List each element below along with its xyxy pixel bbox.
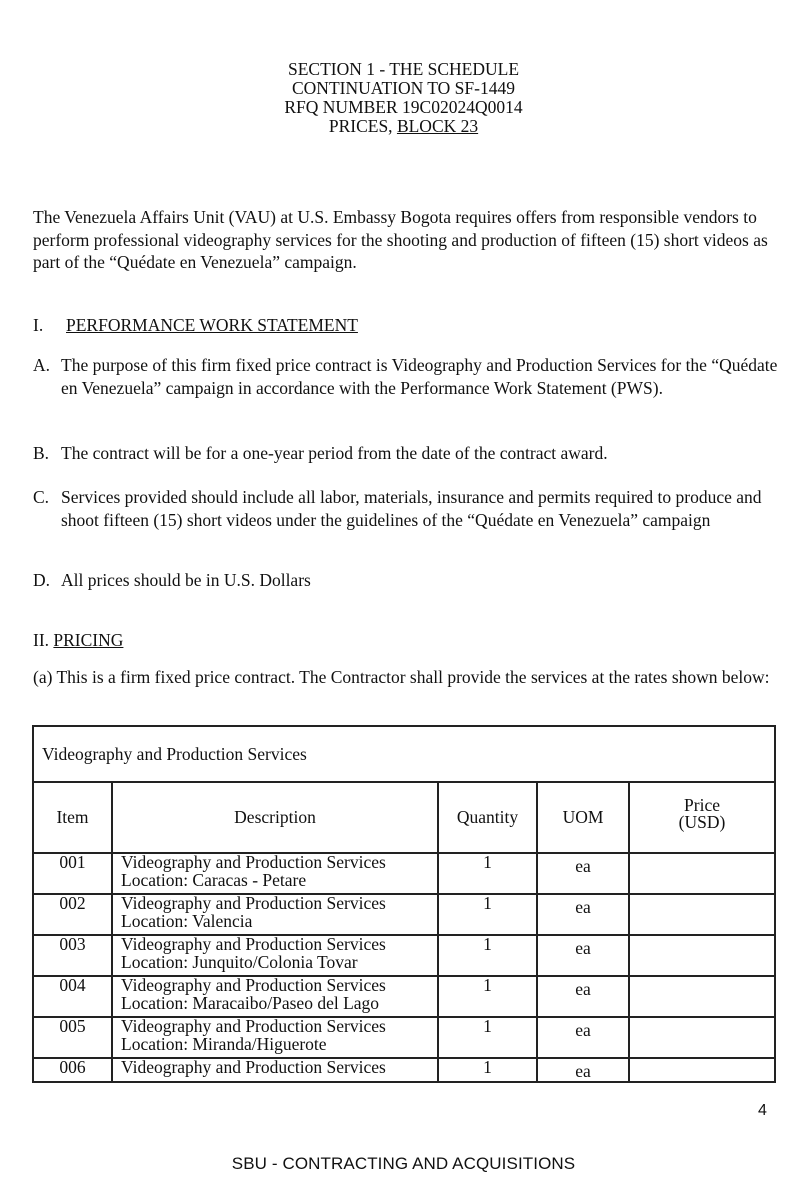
column-header-description: Description [112,782,438,853]
page-footer: SBU - CONTRACTING AND ACQUISITIONS [231,1154,576,1173]
header-prices-label: PRICES, [328,116,397,136]
pws-paragraph-d [33,569,778,592]
description-service: Videography and Production Services [121,934,386,954]
table-row [33,853,775,894]
item-quantity: 1 [438,1017,537,1058]
item-uom: ea [537,894,629,935]
paragraph-text: The contract will be for a one-year period from the date of the contract award. [61,443,608,463]
item-description [112,935,438,976]
item-price [629,976,775,1017]
item-price [629,1058,775,1082]
item-uom: ea [537,976,629,1017]
intro-paragraph: The Venezuela Affairs Unit (VAU) at U.S. Embassy Bogota requires offers from responsible vendors to perform professional videography services for the shooting and production of fifteen (15) short videos as part of the “Quédate en Venezuela” campaign. [33,207,768,272]
item-description [112,1058,438,1082]
pricing-intro-paragraph: (a) This is a firm fixed price contract. The Contractor shall provide the services at the rates shown below: [33,667,770,687]
price-header-line1: Price [684,795,720,815]
item-description [112,894,438,935]
paragraph-letter: C. [33,487,50,507]
item-price [629,853,775,894]
header-section-title: SECTION 1 - THE SCHEDULE [287,59,520,79]
table-row [33,976,775,1017]
item-price [629,1017,775,1058]
item-description [112,1017,438,1058]
item-uom: ea [537,1058,629,1082]
pws-paragraph-b [33,442,778,465]
item-quantity: 1 [438,935,537,976]
description-service: Videography and Production Services [121,852,386,872]
section-heading-pws [33,314,358,336]
column-header-price [629,782,775,853]
description-location: Location: Miranda/Higuerote [121,1033,327,1054]
item-quantity: 1 [438,1058,537,1082]
section-title: PRICING [53,630,124,650]
section-title: PERFORMANCE WORK STATEMENT [66,315,358,335]
item-price [629,935,775,976]
pws-paragraph-a [33,354,778,399]
section-heading-pricing [33,629,123,651]
description-service: Videography and Production Services [121,1057,386,1077]
header-continuation: CONTINUATION TO SF-1449 [292,78,515,98]
table-row [33,935,775,976]
paragraph-letter: A. [33,355,51,375]
paragraph-text: Services provided should include all labor, materials, insurance and permits required to produce and shoot fifteen (15) short videos under the guidelines of the “Quédate en Venezuela” campaign [61,487,762,530]
item-number: 006 [33,1058,112,1082]
section-number: I. [33,315,44,335]
table-header-row [33,782,775,853]
item-number: 004 [33,976,112,1017]
pws-paragraph-c [33,486,778,531]
description-service: Videography and Production Services [121,975,386,995]
item-number: 002 [33,894,112,935]
item-number: 005 [33,1017,112,1058]
header-rfq-number: RFQ NUMBER 19C02024Q0014 [284,97,523,117]
price-header-line2: (USD) [678,812,726,832]
pricing-table [32,725,776,1083]
section-number: II. [33,630,50,650]
item-uom: ea [537,935,629,976]
table-title: Videography and Production Services [33,726,775,782]
item-quantity: 1 [438,894,537,935]
item-uom: ea [537,853,629,894]
item-number: 003 [33,935,112,976]
item-uom: ea [537,1017,629,1058]
paragraph-letter: D. [33,570,51,590]
item-description [112,853,438,894]
description-service: Videography and Production Services [121,893,386,913]
table-row [33,1058,775,1082]
item-price [629,894,775,935]
description-location: Location: Junquito/Colonia Tovar [121,951,358,972]
table-row [33,1017,775,1058]
description-service: Videography and Production Services [121,1016,386,1036]
paragraph-text: All prices should be in U.S. Dollars [61,570,311,590]
header-prices-line [0,117,787,136]
column-header-quantity: Quantity [438,782,537,853]
item-number: 001 [33,853,112,894]
column-header-uom: UOM [537,782,629,853]
paragraph-letter: B. [33,443,50,463]
page-number: 4 [758,1102,767,1119]
item-quantity: 1 [438,853,537,894]
description-location: Location: Caracas - Petare [121,869,307,890]
column-header-item: Item [33,782,112,853]
item-quantity: 1 [438,976,537,1017]
description-location: Location: Maracaibo/Paseo del Lago [121,992,380,1013]
table-row [33,894,775,935]
header-block-label: BLOCK 23 [396,116,479,136]
description-location: Location: Valencia [121,910,253,931]
document-header [0,60,787,136]
item-description [112,976,438,1017]
paragraph-text: The purpose of this firm fixed price contract is Videography and Production Services for the “Quédate en Venezuela” campaign in accordance with the Performance Work Statement (PWS). [61,355,778,398]
